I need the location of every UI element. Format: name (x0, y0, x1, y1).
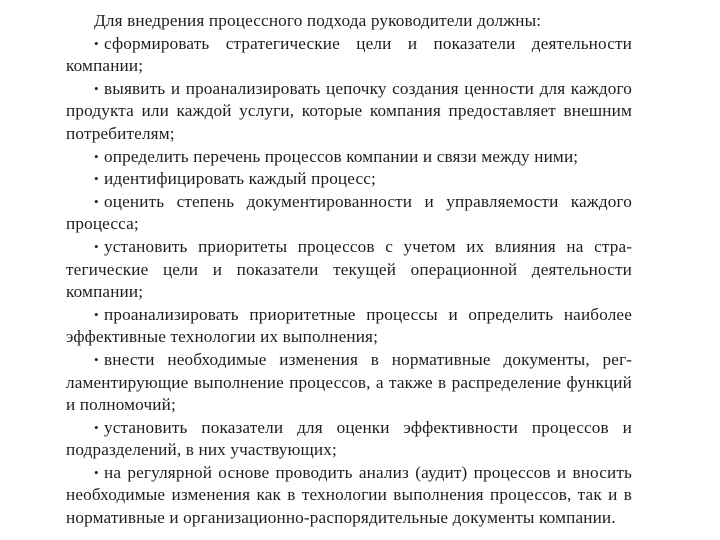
list-item (66, 33, 632, 78)
list-item-text: оценить степень документированности и управляемости каждого процесса; (66, 191, 632, 234)
list-item-text: сформировать стратегические цели и показатели деятельности компании; (66, 33, 632, 76)
list-item (66, 349, 632, 417)
list-item-text: определить перечень процессов компании и связи между ними; (104, 146, 579, 166)
bullet-icon: • (94, 238, 99, 254)
list-item (66, 168, 632, 191)
list-item-text: внести необходимые изменения в нормативные документы, регламентирующие выполнение процессов, а также в распределение функций и полномочий; (66, 349, 632, 415)
bullet-icon: • (94, 351, 99, 367)
intro-line: Для внедрения процессного подхода руководители должны: (94, 11, 542, 30)
bullet-icon: • (94, 419, 99, 435)
list-item-text: установить показатели для оценки эффективности процессов и подразделений, в них участвующих; (66, 417, 632, 460)
bullet-icon: • (94, 35, 99, 51)
list-item (66, 146, 632, 169)
list-item (66, 78, 632, 146)
list-item-text: идентифицировать каждый процесс; (104, 169, 376, 189)
list-item (66, 462, 632, 530)
list-item (66, 417, 632, 462)
bullet-icon: • (94, 148, 99, 164)
list-item-text: установить приоритеты процессов с учетом их влияния на стратегические цели и показатели текущей операционной деятельности компании; (66, 236, 632, 302)
list-item (66, 236, 632, 304)
document-page (66, 10, 632, 530)
list-item-text: выявить и проанализировать цепочку создания ценности для каждого продукта или каждой услуги, которые компания предоставляет внешним потребителям; (66, 78, 632, 143)
list-item-text: проанализировать приоритетные процессы и определить наиболее эффективные технологии их выполнения; (66, 304, 632, 347)
list-item-text: на регулярной основе проводить анализ (аудит) процессов и вносить необходимые изменения как в технологии выполнения процессов, так и в нормативные и организационно-распорядительные документы компании. (66, 462, 632, 528)
list-item (66, 304, 632, 349)
bullet-icon: • (94, 193, 99, 209)
bullet-icon: • (94, 306, 99, 322)
list-item (66, 191, 632, 236)
bullet-icon: • (94, 80, 99, 96)
bullet-icon: • (94, 464, 99, 480)
bullet-icon: • (94, 171, 99, 187)
